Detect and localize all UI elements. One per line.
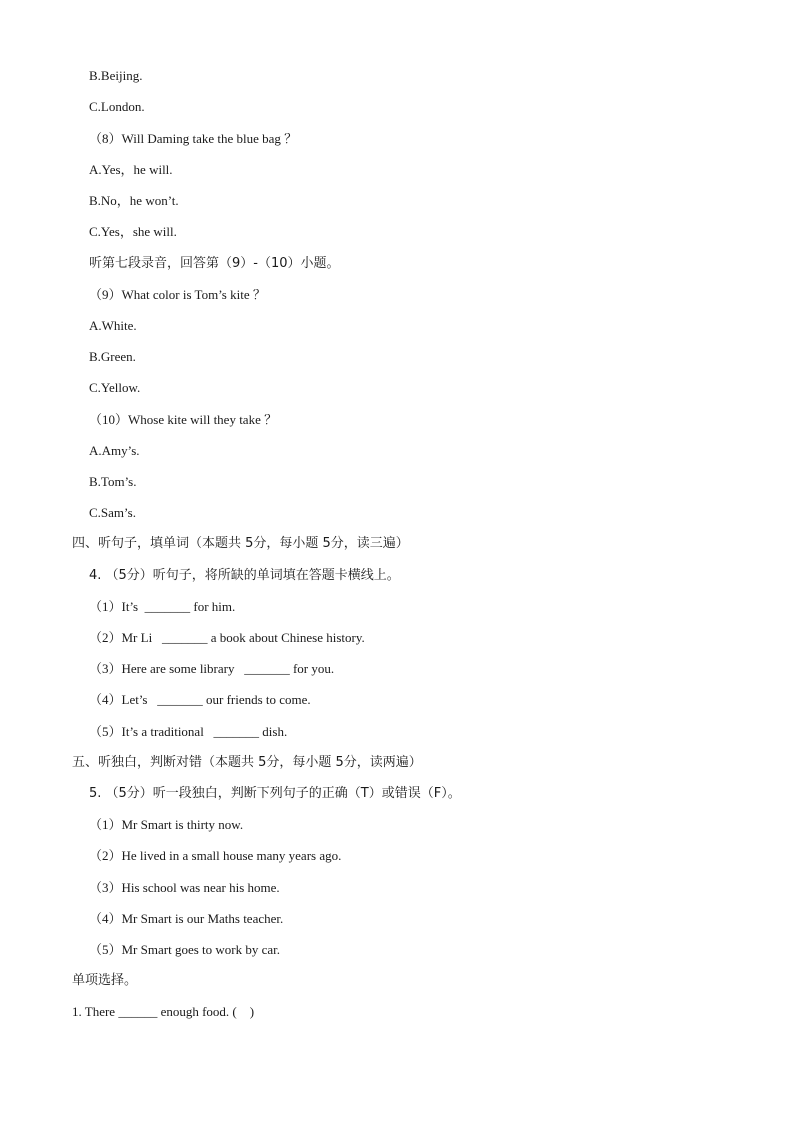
q8-option-b: B.No，he won’t. bbox=[89, 193, 179, 208]
section5-task: 5. （5分）听一段独白，判断下列句子的正确（T）或错误（F）。 bbox=[89, 786, 461, 801]
section4-item-4: （4）Let’s _______ our friends to come. bbox=[89, 692, 311, 707]
section4-item-5: （5）It’s a traditional _______ dish. bbox=[89, 724, 288, 739]
q7-option-c: C.London. bbox=[89, 99, 145, 114]
q10-option-a: A.Amy’s. bbox=[89, 443, 140, 458]
q10-question: （10）Whose kite will they take ？ bbox=[89, 412, 278, 427]
section4-item-1: （1）It’s _______ for him. bbox=[89, 599, 236, 614]
section5-heading: 五、听独白，判断对错（本题共 5分，每小题 5分，读两遍） bbox=[72, 755, 422, 770]
section4-task: 4. （5分）听句子，将所缺的单词填在答题卡横线上。 bbox=[89, 568, 400, 583]
section4-heading: 四、听句子，填单词（本题共 5分，每小题 5分，读三遍） bbox=[72, 536, 409, 551]
q10-option-c: C.Sam’s. bbox=[89, 505, 136, 520]
q9-question: （9）What color is Tom’s kite ？ bbox=[89, 287, 266, 302]
section5-item-3: （3）His school was near his home. bbox=[89, 880, 280, 895]
single-choice-q1: 1. There ______ enough food. ( ) bbox=[72, 1004, 255, 1019]
q8-option-c: C.Yes，she will. bbox=[89, 224, 177, 239]
section5-item-4: （4）Mr Smart is our Maths teacher. bbox=[89, 911, 284, 926]
q8-question: （8）Will Daming take the blue bag ？ bbox=[89, 131, 298, 146]
q9-option-a: A.White. bbox=[89, 318, 137, 333]
q8-option-a: A.Yes，he will. bbox=[89, 162, 173, 177]
q9-option-b: B.Green. bbox=[89, 349, 136, 364]
q9-option-c: C.Yellow. bbox=[89, 380, 141, 395]
section5-item-1: （1）Mr Smart is thirty now. bbox=[89, 817, 244, 832]
section4-item-3: （3）Here are some library _______ for you. bbox=[89, 661, 335, 676]
q10-option-b: B.Tom’s. bbox=[89, 474, 137, 489]
q7-option-b: B.Beijing. bbox=[89, 68, 143, 83]
single-choice-heading: 单项选择。 bbox=[72, 973, 138, 988]
section4-item-2: （2）Mr Li _______ a book about Chinese history. bbox=[89, 630, 365, 645]
dialogue7-instruction: 听第七段录音，回答第（9）-（10）小题。 bbox=[89, 256, 340, 271]
section5-item-5: （5）Mr Smart goes to work by car. bbox=[89, 942, 281, 957]
section5-item-2: （2）He lived in a small house many years ago. bbox=[89, 848, 342, 863]
